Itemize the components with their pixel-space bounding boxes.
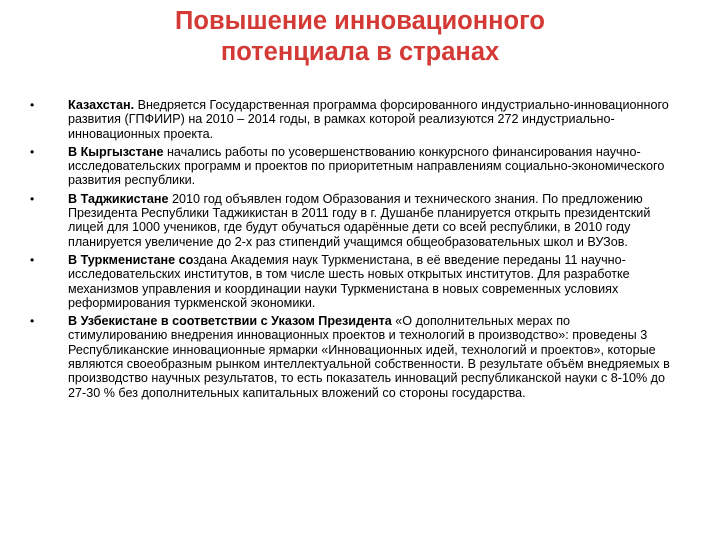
bullet-lead: В Кыргызстане — [68, 144, 164, 159]
bullet-dot-icon: • — [30, 98, 35, 112]
slide-title-line-2: потенциала в странах — [220, 38, 500, 66]
bullet-dot-icon: • — [30, 191, 35, 206]
bullet-text: здана Академия наук Туркменистана, в её введение переданы 11 научно-исследовательских институтов, в том числе шесть новых открытых институтов. Для разработке механизмов управления и координации науки Туркменистана в новых современных условиях реформирования туркменской экономики. — [68, 252, 630, 310]
bullet-dot-icon: • — [30, 314, 35, 329]
bullet-turkmenistan — [30, 253, 672, 310]
bullet-text: начались работы по усовершенствованию конкурсного финансирования научно-исследовательских программ и проектов по приоритетным направлениям социально-экономического развития республики. — [68, 144, 665, 188]
bullet-lead: В Таджикистане — [68, 191, 169, 206]
bullet-dot-icon: • — [30, 252, 35, 267]
bullet-list — [30, 98, 672, 404]
slide-title — [0, 6, 720, 68]
bullet-lead: Казахстан. — [68, 98, 135, 112]
slide-title-line-1: Повышение инновационного — [175, 7, 545, 35]
bullet-text: 2010 год объявлен годом Образования и технического знания. По предложению Президента Республики Таджикистан в 2011 году в г. Душанбе планируется открыть президентский лицей для 1000 учеников, где будут обучаться одарённые дети со всей республики, в 2010 году планируется увеличение до 2-х раз стипендий учащимся общеобразовательных школ и ВУЗов. — [68, 191, 651, 249]
bullet-tajikistan — [30, 192, 672, 249]
bullet-kyrgyzstan — [30, 145, 672, 188]
bullet-lead: В Туркменистане со — [68, 252, 194, 267]
bullet-kazakhstan — [30, 98, 672, 141]
bullet-uzbekistan — [30, 314, 672, 400]
bullet-dot-icon: • — [30, 144, 35, 159]
bullet-lead: В Узбекистане в соответствии с Указом Президента — [68, 314, 392, 329]
bullet-text: Внедряется Государственная программа форсированного индустриально-инновационного развития (ГПФИИР) на 2010 – 2014 годы, в рамках которой реализуются 272 индустриально-инновационных проекта. — [68, 98, 669, 141]
bullet-text: «О дополнительных мерах по стимулированию внедрения инновационных проектов и технологий в производство»: проведены 3 Республиканские инновационные ярмарки «Инновационных идей, технологий и проектов», которые являются своеобразным рынком интеллектуальной собственности. В результате объём внедряемых в производство научных результатов, то есть показатель инноваций республиканской науки с 8-10% до 27-30 % без дополнительных капитальных вложений со стороны государства. — [68, 314, 670, 400]
